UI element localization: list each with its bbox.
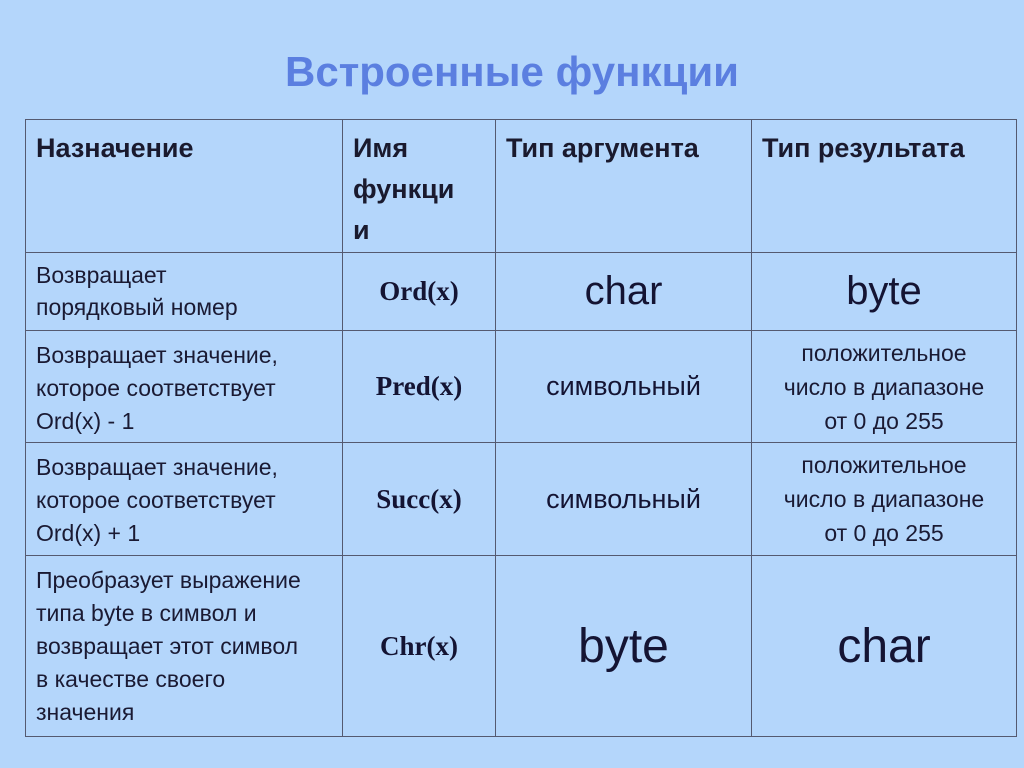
- arg-type: символьный: [546, 483, 701, 514]
- result-type: положительное число в диапазоне от 0 до 255: [783, 339, 985, 434]
- header-result-type: Тип результата: [762, 133, 965, 163]
- header-purpose: Назначение: [36, 133, 194, 163]
- result-type: положительное число в диапазоне от 0 до 255: [783, 452, 985, 546]
- arg-type-cell: [496, 556, 752, 737]
- purpose-line: Ord(x) + 1: [36, 520, 141, 546]
- table-header-row: [26, 120, 1017, 253]
- purpose-cell: [26, 331, 343, 443]
- purpose-line: Возвращает: [36, 262, 167, 288]
- result-type: char: [837, 619, 931, 673]
- name-cell: [343, 443, 496, 556]
- table-row: [26, 253, 1017, 331]
- arg-type: byte: [578, 619, 669, 673]
- purpose-line: значения: [36, 699, 135, 725]
- purpose-text: [26, 253, 342, 323]
- header-name-cell: [343, 120, 496, 253]
- purpose-line: порядковый номер: [36, 294, 238, 320]
- header-purpose-cell: [26, 120, 343, 253]
- function-name: Pred(x): [375, 371, 463, 401]
- purpose-cell: [26, 443, 343, 556]
- header-result-type-cell: [752, 120, 1017, 253]
- table-row: [26, 443, 1017, 556]
- slide-title: Встроенные функции: [285, 48, 739, 95]
- purpose-line: Ord(x) - 1: [36, 408, 135, 434]
- purpose-line: Преобразует выражение: [36, 567, 301, 593]
- purpose-text: [26, 331, 342, 438]
- purpose-line: типа byte в символ и: [36, 600, 257, 626]
- arg-type-cell: [496, 253, 752, 331]
- purpose-text: [26, 443, 342, 550]
- result-type-cell: [752, 253, 1017, 331]
- header-arg-type: Тип аргумента: [506, 133, 699, 163]
- header-arg-type-cell: [496, 120, 752, 253]
- header-name: [343, 120, 495, 251]
- function-name: Ord(x): [379, 276, 459, 306]
- header-name-line3: и: [353, 215, 370, 245]
- purpose-line: которое соответствует: [36, 375, 276, 401]
- purpose-line: в качестве своего: [36, 666, 226, 692]
- name-cell: [343, 556, 496, 737]
- purpose-cell: [26, 556, 343, 737]
- name-cell: [343, 331, 496, 443]
- arg-type-cell: [496, 443, 752, 556]
- table-row: [26, 556, 1017, 737]
- purpose-line: Возвращает значение,: [36, 454, 278, 480]
- table-row: [26, 331, 1017, 443]
- name-cell: [343, 253, 496, 331]
- purpose-line: возвращает этот символ: [36, 633, 299, 659]
- result-type-cell: [752, 331, 1017, 443]
- result-type-cell: [752, 556, 1017, 737]
- purpose-cell: [26, 253, 343, 331]
- result-type: byte: [846, 269, 922, 313]
- function-name: Succ(x): [376, 483, 462, 514]
- header-name-line1: Имя: [353, 133, 409, 163]
- functions-table: [25, 119, 1017, 737]
- arg-type: символьный: [546, 371, 701, 401]
- arg-type-cell: [496, 331, 752, 443]
- function-name: Chr(x): [380, 630, 458, 661]
- arg-type: char: [584, 269, 663, 313]
- result-type-cell: [752, 443, 1017, 556]
- purpose-line: Возвращает значение,: [36, 342, 278, 368]
- purpose-line: которое соответствует: [36, 487, 276, 513]
- header-name-line2: функци: [353, 174, 455, 204]
- purpose-text: [26, 556, 342, 729]
